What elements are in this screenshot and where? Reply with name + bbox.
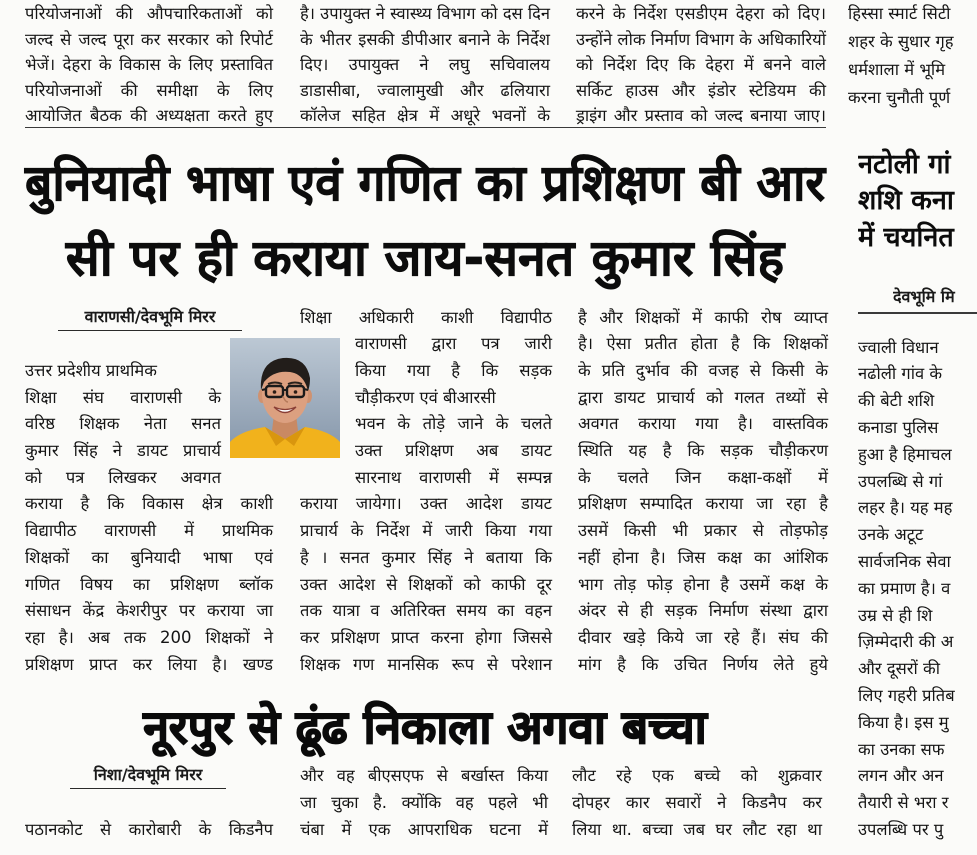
headline-line: में चयनित [858,221,954,253]
text-line: दोपहर कार सवारों ने किडनैप कर [572,792,822,812]
text-line: चंबा में एक आपराधिक घटना में [300,819,548,839]
text-line: और दूसरों की [858,659,941,679]
text-line: भाग तोड़ फोड़ होना है उसमें कक्ष के [578,574,828,594]
text-line: किया गया है कि सड़क [355,361,552,381]
byline: वाराणसी/देवभूमि मिरर [58,305,242,332]
eye-left [273,390,277,394]
text-line: शिक्षक गण मानसिक रूप से परेशान [300,654,552,674]
text-line: का उनका सफ [858,739,945,759]
byline: निशा/देवभूमि मिरर [70,762,226,789]
text-line: अंदर से ही सड़क निर्माण संस्था द्वारा [578,601,828,621]
text-line: करने के निर्देश एसडीएम देहरा को दिए। [576,4,826,23]
text-line: नहीं होना है। जिस कक्ष का आंशिक [578,547,828,567]
text-line: दीवार खड़े किये जा रहे हैं। संघ की [578,627,828,647]
text-line: उक्त प्रशिक्षण अब डायट [355,441,552,461]
headline-line: नटोली गां [858,148,951,180]
text-line: प्राचार्य के निर्देश में जारी किया गया [300,521,552,541]
text-line: पठानकोट से कारोबारी के किडनैप [25,819,273,839]
text-line: का प्रमाण है। व [858,578,951,598]
text-line: कर प्रशिक्षण प्राप्त करना होगा जिससे [300,627,552,647]
divider-rule [25,127,826,128]
text-line: हुआ है हिमाचल [858,444,952,464]
text-line: उनके अटूट [858,525,924,545]
text-line: चौड़ीकरण एवं बीआरसी [355,387,496,407]
text-line: भवन के तोड़े जाने के चलते [355,414,552,434]
text-line: आयोजित बैठक की अध्यक्षता करते हुए [25,106,273,125]
article-column-1 [25,358,273,678]
article-column-2 [300,305,552,679]
text-line: किया है। इस मु [858,712,949,732]
article-column-3 [572,762,822,843]
side-headline [858,147,977,257]
text-line: दिए। उपायुक्त ने लघु सचिवालय [300,55,550,74]
text-line: जा चुका है. क्योंकि वह पहले भी [300,792,548,812]
text-line: कराया है कि विकास क्षेत्र काशी [25,494,273,514]
text-line: लिए गहरी प्रतिब [858,685,955,705]
text-line: उम्र से ही शि [858,605,933,625]
text-line: करना चुनौती पूर्ण [848,88,951,107]
text-line: को पत्र लिखकर अवगत [25,467,221,487]
text-line: लहर है। यह मह [858,498,953,518]
text-line: नढोली गांव के [858,364,943,384]
article-column-3 [578,305,828,679]
text-line: शिक्षकों का बुनियादी भाषा एवं [25,547,273,567]
text-line: उक्त आदेश से शिक्षकों को काफी दूर [300,574,552,594]
text-line: मांग है कि उचित निर्णय लेते हुये [578,654,828,674]
text-line: परियोजनाओं की समीक्षा के लिए [25,80,273,100]
text-line: है। उपायुक्त ने स्वास्थ्य विभाग को दस दिन [300,4,550,23]
text-line: जल्द से जल्द पूरा कर सरकार को रिपोर्ट [25,29,273,49]
text-line: उपलब्धि पर पु [858,819,944,839]
text-line: की बेटी शशि [858,391,935,411]
text-line: ड्राइंग और प्रस्ताव को जल्द बनाया जाए। [576,106,826,125]
headline-line: बुनियादी भाषा एवं गणित का प्रशिक्षण बी आर [25,153,825,212]
article-column-2 [300,762,548,843]
article-column-1 [25,816,273,843]
text-line: शिक्षा संघ वाराणसी के [25,387,221,407]
text-line: ज़िम्मेदारी की अ [858,632,954,652]
headline-line: नूरपुर से ढूंढ निकाला अगवा बच्चा [143,700,707,754]
text-line: संसाधन केंद्र केशरीपुर पर कराया जा [25,601,273,621]
text-line: उसमें किसी भी प्रकार से तोड़फोड़ [578,521,828,541]
text-line: उन्होंने लोक निर्माण विभाग के अधिकारियों [576,29,826,49]
text-line: शिक्षा अधिकारी काशी विद्यापीठ [300,307,552,327]
text-line: प्रशिक्षण सम्पादित कराया जा रहा है [578,494,828,514]
text-line: है । सनत कुमार सिंह ने बताया कि [300,547,552,567]
headline [25,146,825,296]
top-strip-column-2 [300,1,550,129]
text-line: प्रशिक्षण प्राप्त कर लिया है। खण्ड [25,654,273,674]
text-line: स्थिति यह है कि सड़क चौड़ीकरण [578,441,828,461]
text-line: है। ऐसा प्रतीत होता है कि शिक्षकों [578,334,828,354]
top-strip-column-1 [25,1,273,129]
text-line: के चलते जिन कक्षा-कक्षों में [578,467,828,487]
text-line: द्वारा डायट प्राचार्य को गलत तथ्यों से [578,387,828,407]
text-line: कॉलेज सहित क्षेत्र में अधूरे भवनों के [300,106,550,125]
headline-line: शशि कना [858,185,954,217]
headline [25,695,825,759]
text-line: तैयारी से भरा र [858,793,949,813]
text-line: सर्किट हाउस और इंडोर स्टेडियम की [576,80,826,100]
text-line: धर्मशाला में भूमि [848,60,946,79]
text-line: भेजें। देहरा के विकास के लिए प्रस्तावित [25,55,273,74]
text-line: लौट रहे एक बच्चे को शुक्रवार [572,765,822,785]
text-line: तक यात्रा व अतिरिक्त समय का वहन [300,601,552,621]
byline: देवभूमि मि [893,287,955,306]
text-line: और वह बीएसएफ से बर्खास्त किया [300,765,548,785]
headline-line: सी पर ही कराया जाय-सनत कुमार सिंह [65,228,785,287]
text-line: उत्तर प्रदेशीय प्राथमिक [25,361,157,381]
byline-rule [858,312,977,314]
text-line: के प्रति दुर्भाव की वजह से किसी के [578,361,828,381]
side-article-column [858,335,977,844]
text-line: कुमार सिंह ने डायट प्राचार्य [25,441,221,461]
text-line: वरिष्ठ शिक्षक नेता सनत [25,414,221,434]
text-line: परियोजनाओं की औपचारिकताओं को [25,4,273,23]
text-line: सार्वजनिक सेवा [858,551,951,571]
text-line: लगन और अन [858,766,944,786]
text-line: उपलब्धि से गां [858,471,943,491]
text-line: अवगत कराया गया है। वास्तविक [578,414,828,434]
text-line: डाडासीबा, ज्वालामुखी और ढलियारा [300,80,550,100]
top-strip-column-4 [848,0,977,112]
text-line: है और शिक्षकों में काफी रोष व्याप्त [578,307,828,327]
text-line: वाराणसी द्वारा पत्र जारी [355,334,552,354]
text-line: के भीतर इसकी डीपीआर बनाने के निर्देश [300,29,550,49]
text-line: शहर के सुधार गृह [848,32,954,51]
text-line: ज्वाली विधान [858,337,939,357]
top-strip-column-3 [576,1,826,129]
text-line: सारनाथ वाराणसी में सम्पन्न [355,467,552,487]
eye-right [294,390,298,394]
text-line: विद्यापीठ वाराणसी में प्राथमिक [25,521,273,541]
text-line: कराया जायेगा। उक्त आदेश डायट [300,494,552,514]
text-line: रहा है। अब तक 200 शिक्षकों ने [25,627,273,647]
text-line: गणित विषय का प्रशिक्षण ब्लॉक [25,574,273,594]
text-line: को निर्देश दिए कि देहरा में बनने वाले [576,55,826,74]
text-line: लिया था. बच्चा जब घर लौट रहा था [572,819,822,839]
text-line: कनाडा पुलिस [858,417,939,437]
text-line: हिस्सा स्मार्ट सिटी [848,4,951,23]
